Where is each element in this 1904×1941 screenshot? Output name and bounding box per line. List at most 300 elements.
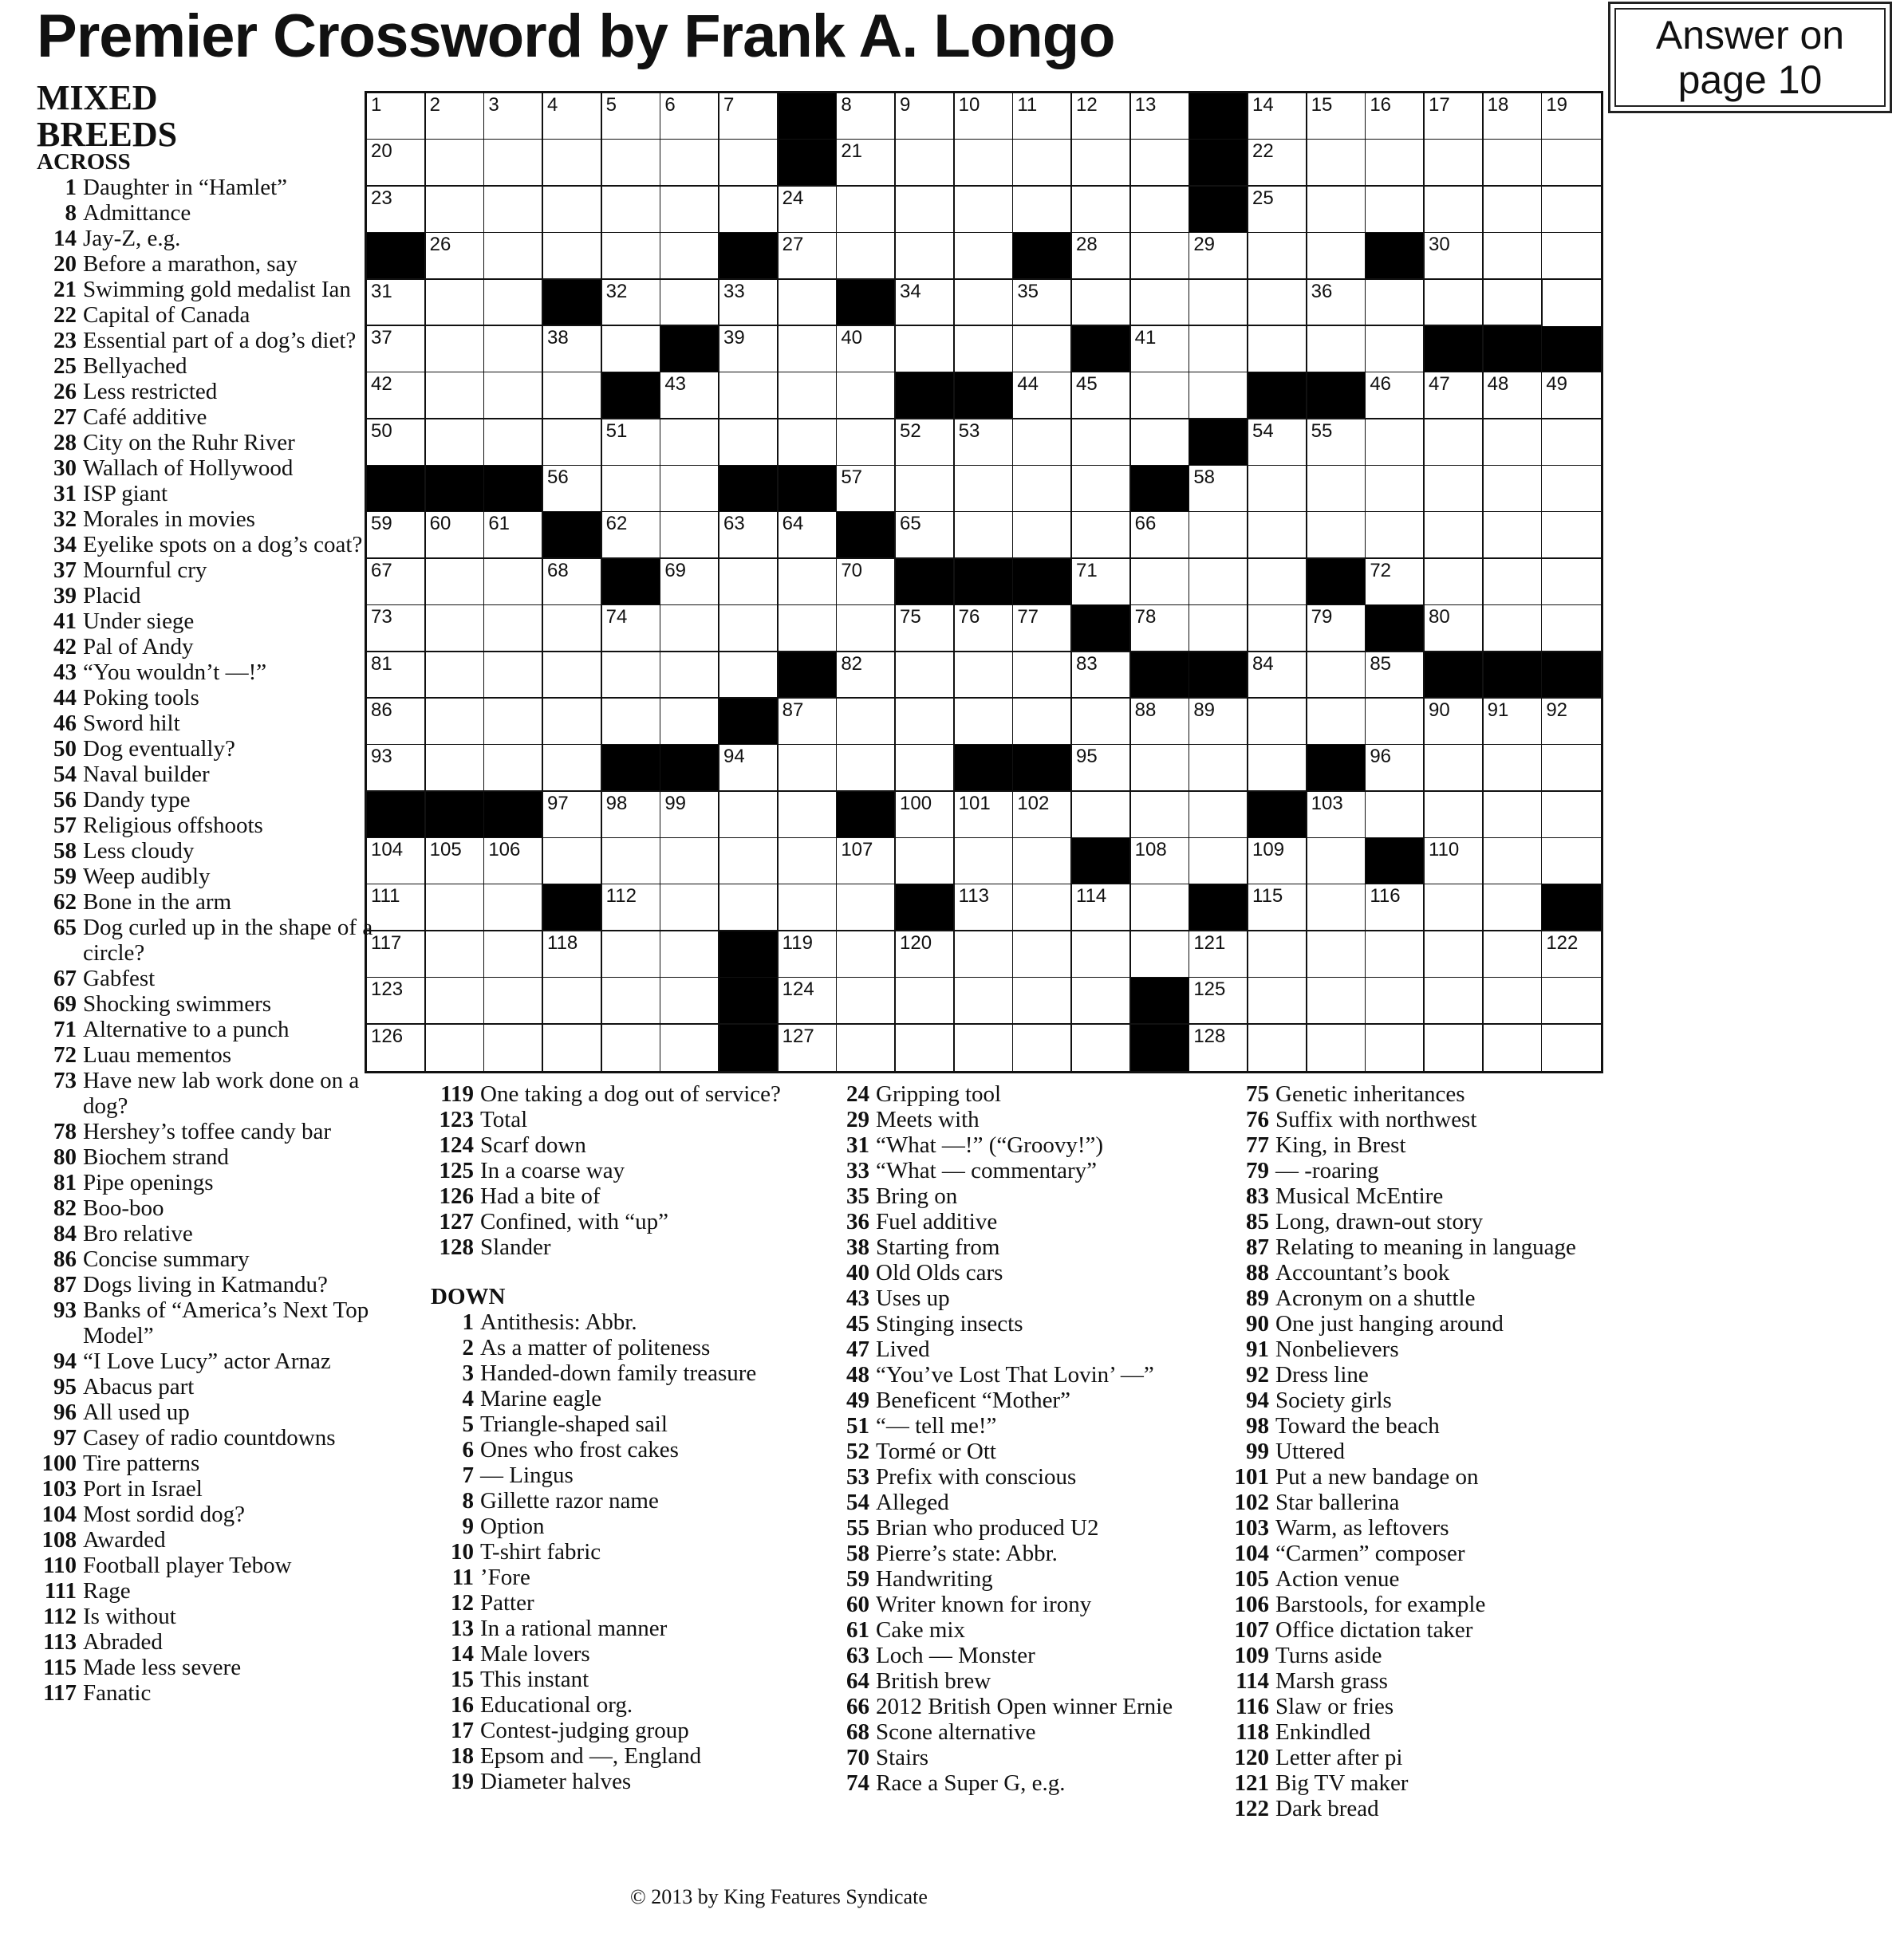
grid-cell[interactable] bbox=[426, 559, 485, 606]
grid-cell[interactable] bbox=[1248, 93, 1307, 140]
grid-cell[interactable] bbox=[719, 838, 779, 885]
grid-cell[interactable] bbox=[1307, 699, 1366, 746]
grid-cell[interactable] bbox=[955, 884, 1014, 931]
grid-cell[interactable] bbox=[837, 93, 896, 140]
grid-cell[interactable] bbox=[955, 652, 1014, 699]
grid-cell[interactable] bbox=[1484, 280, 1543, 327]
grid-cell[interactable] bbox=[837, 372, 896, 419]
grid-cell[interactable] bbox=[1307, 978, 1366, 1025]
grid-cell[interactable] bbox=[660, 978, 719, 1025]
grid-cell[interactable] bbox=[484, 838, 543, 885]
grid-cell[interactable] bbox=[543, 699, 602, 746]
grid-cell[interactable] bbox=[1542, 792, 1601, 839]
grid-cell[interactable] bbox=[543, 326, 602, 373]
grid-cell[interactable] bbox=[1307, 326, 1366, 373]
grid-cell[interactable] bbox=[602, 140, 661, 187]
grid-cell[interactable] bbox=[1072, 745, 1131, 792]
grid-cell[interactable] bbox=[1189, 326, 1248, 373]
grid-cell[interactable] bbox=[1072, 792, 1131, 839]
grid-cell[interactable] bbox=[1542, 187, 1601, 234]
grid-cell[interactable] bbox=[1307, 652, 1366, 699]
grid-cell[interactable] bbox=[1189, 838, 1248, 885]
grid-cell[interactable] bbox=[1189, 792, 1248, 839]
grid-cell[interactable] bbox=[484, 280, 543, 327]
grid-cell[interactable] bbox=[896, 931, 955, 978]
grid-cell[interactable] bbox=[1425, 233, 1484, 280]
grid-cell[interactable] bbox=[484, 884, 543, 931]
grid-cell[interactable] bbox=[602, 605, 661, 652]
grid-cell[interactable] bbox=[1189, 931, 1248, 978]
grid-cell[interactable] bbox=[426, 93, 485, 140]
grid-cell[interactable] bbox=[955, 512, 1014, 559]
grid-cell[interactable] bbox=[955, 978, 1014, 1025]
grid-cell[interactable] bbox=[1484, 512, 1543, 559]
grid-cell[interactable] bbox=[719, 792, 779, 839]
grid-cell[interactable] bbox=[1248, 978, 1307, 1025]
grid-cell[interactable] bbox=[660, 1025, 719, 1072]
grid-cell[interactable] bbox=[1542, 512, 1601, 559]
grid-cell[interactable] bbox=[1425, 419, 1484, 467]
grid-cell[interactable] bbox=[602, 652, 661, 699]
grid-cell[interactable] bbox=[1366, 1025, 1425, 1072]
grid-cell[interactable] bbox=[1484, 745, 1543, 792]
grid-cell[interactable] bbox=[837, 419, 896, 467]
grid-cell[interactable] bbox=[1366, 140, 1425, 187]
grid-cell[interactable] bbox=[896, 1025, 955, 1072]
grid-cell[interactable] bbox=[1072, 140, 1131, 187]
grid-cell[interactable] bbox=[484, 559, 543, 606]
grid-cell[interactable] bbox=[779, 978, 838, 1025]
grid-cell[interactable] bbox=[1484, 838, 1543, 885]
grid-cell[interactable] bbox=[837, 745, 896, 792]
grid-cell[interactable] bbox=[955, 93, 1014, 140]
grid-cell[interactable] bbox=[1189, 559, 1248, 606]
grid-cell[interactable] bbox=[955, 838, 1014, 885]
grid-cell[interactable] bbox=[602, 978, 661, 1025]
grid-cell[interactable] bbox=[955, 1025, 1014, 1072]
grid-cell[interactable] bbox=[719, 280, 779, 327]
grid-cell[interactable] bbox=[955, 931, 1014, 978]
grid-cell[interactable] bbox=[1248, 931, 1307, 978]
grid-cell[interactable] bbox=[1189, 745, 1248, 792]
grid-cell[interactable] bbox=[1131, 745, 1190, 792]
grid-cell[interactable] bbox=[426, 838, 485, 885]
grid-cell[interactable] bbox=[896, 326, 955, 373]
grid-cell[interactable] bbox=[484, 372, 543, 419]
grid-cell[interactable] bbox=[779, 372, 838, 419]
grid-cell[interactable] bbox=[1013, 978, 1072, 1025]
grid-cell[interactable] bbox=[1484, 372, 1543, 419]
grid-cell[interactable] bbox=[1307, 187, 1366, 234]
grid-cell[interactable] bbox=[660, 652, 719, 699]
grid-cell[interactable] bbox=[1484, 1025, 1543, 1072]
grid-cell[interactable] bbox=[660, 512, 719, 559]
grid-cell[interactable] bbox=[1072, 652, 1131, 699]
grid-cell[interactable] bbox=[1131, 419, 1190, 467]
grid-cell[interactable] bbox=[1248, 838, 1307, 885]
grid-cell[interactable] bbox=[1248, 884, 1307, 931]
grid-cell[interactable] bbox=[1366, 699, 1425, 746]
grid-cell[interactable] bbox=[1484, 699, 1543, 746]
grid-cell[interactable] bbox=[896, 93, 955, 140]
grid-cell[interactable] bbox=[426, 884, 485, 931]
grid-cell[interactable] bbox=[1131, 187, 1190, 234]
grid-cell[interactable] bbox=[543, 233, 602, 280]
grid-cell[interactable] bbox=[426, 233, 485, 280]
grid-cell[interactable] bbox=[779, 559, 838, 606]
grid-cell[interactable] bbox=[1248, 745, 1307, 792]
grid-cell[interactable] bbox=[1425, 605, 1484, 652]
grid-cell[interactable] bbox=[1131, 326, 1190, 373]
grid-cell[interactable] bbox=[543, 745, 602, 792]
grid-cell[interactable] bbox=[660, 93, 719, 140]
grid-cell[interactable] bbox=[367, 93, 426, 140]
grid-cell[interactable] bbox=[837, 187, 896, 234]
grid-cell[interactable] bbox=[719, 372, 779, 419]
grid-cell[interactable] bbox=[1307, 1025, 1366, 1072]
grid-cell[interactable] bbox=[837, 978, 896, 1025]
grid-cell[interactable] bbox=[1013, 652, 1072, 699]
grid-cell[interactable] bbox=[1425, 280, 1484, 327]
grid-cell[interactable] bbox=[602, 280, 661, 327]
grid-cell[interactable] bbox=[1131, 884, 1190, 931]
grid-cell[interactable] bbox=[1425, 512, 1484, 559]
grid-cell[interactable] bbox=[719, 605, 779, 652]
grid-cell[interactable] bbox=[1425, 1025, 1484, 1072]
grid-cell[interactable] bbox=[602, 419, 661, 467]
grid-cell[interactable] bbox=[1484, 466, 1543, 513]
grid-cell[interactable] bbox=[1013, 838, 1072, 885]
grid-cell[interactable] bbox=[1013, 605, 1072, 652]
grid-cell[interactable] bbox=[837, 652, 896, 699]
grid-cell[interactable] bbox=[955, 605, 1014, 652]
grid-cell[interactable] bbox=[1542, 140, 1601, 187]
grid-cell[interactable] bbox=[1248, 326, 1307, 373]
grid-cell[interactable] bbox=[955, 187, 1014, 234]
grid-cell[interactable] bbox=[1248, 1025, 1307, 1072]
grid-cell[interactable] bbox=[1307, 140, 1366, 187]
grid-cell[interactable] bbox=[1189, 605, 1248, 652]
grid-cell[interactable] bbox=[1307, 792, 1366, 839]
grid-cell[interactable] bbox=[660, 140, 719, 187]
grid-cell[interactable] bbox=[1542, 605, 1601, 652]
grid-cell[interactable] bbox=[543, 652, 602, 699]
grid-cell[interactable] bbox=[1072, 1025, 1131, 1072]
grid-cell[interactable] bbox=[837, 931, 896, 978]
grid-cell[interactable] bbox=[484, 1025, 543, 1072]
grid-cell[interactable] bbox=[719, 326, 779, 373]
grid-cell[interactable] bbox=[1366, 884, 1425, 931]
grid-cell[interactable] bbox=[719, 652, 779, 699]
grid-cell[interactable] bbox=[1366, 419, 1425, 467]
grid-cell[interactable] bbox=[1189, 233, 1248, 280]
grid-cell[interactable] bbox=[896, 466, 955, 513]
grid-cell[interactable] bbox=[896, 512, 955, 559]
grid-cell[interactable] bbox=[660, 233, 719, 280]
grid-cell[interactable] bbox=[543, 372, 602, 419]
grid-cell[interactable] bbox=[837, 466, 896, 513]
grid-cell[interactable] bbox=[1131, 792, 1190, 839]
grid-cell[interactable] bbox=[837, 559, 896, 606]
grid-cell[interactable] bbox=[1013, 280, 1072, 327]
grid-cell[interactable] bbox=[1484, 233, 1543, 280]
grid-cell[interactable] bbox=[426, 931, 485, 978]
grid-cell[interactable] bbox=[896, 280, 955, 327]
grid-cell[interactable] bbox=[896, 745, 955, 792]
grid-cell[interactable] bbox=[543, 931, 602, 978]
grid-cell[interactable] bbox=[779, 745, 838, 792]
grid-cell[interactable] bbox=[602, 1025, 661, 1072]
grid-cell[interactable] bbox=[1366, 280, 1425, 327]
grid-cell[interactable] bbox=[1425, 699, 1484, 746]
grid-cell[interactable] bbox=[1072, 233, 1131, 280]
grid-cell[interactable] bbox=[1307, 93, 1366, 140]
grid-cell[interactable] bbox=[1484, 792, 1543, 839]
grid-cell[interactable] bbox=[779, 931, 838, 978]
grid-cell[interactable] bbox=[1366, 512, 1425, 559]
grid-cell[interactable] bbox=[1366, 466, 1425, 513]
grid-cell[interactable] bbox=[1131, 140, 1190, 187]
grid-cell[interactable] bbox=[543, 140, 602, 187]
grid-cell[interactable] bbox=[426, 140, 485, 187]
grid-cell[interactable] bbox=[1366, 559, 1425, 606]
grid-cell[interactable] bbox=[1189, 466, 1248, 513]
grid-cell[interactable] bbox=[1013, 466, 1072, 513]
grid-cell[interactable] bbox=[484, 978, 543, 1025]
grid-cell[interactable] bbox=[719, 140, 779, 187]
grid-cell[interactable] bbox=[837, 233, 896, 280]
grid-cell[interactable] bbox=[484, 187, 543, 234]
grid-cell[interactable] bbox=[660, 419, 719, 467]
grid-cell[interactable] bbox=[779, 187, 838, 234]
grid-cell[interactable] bbox=[602, 699, 661, 746]
grid-cell[interactable] bbox=[1542, 699, 1601, 746]
grid-cell[interactable] bbox=[1366, 792, 1425, 839]
grid-cell[interactable] bbox=[896, 699, 955, 746]
grid-cell[interactable] bbox=[955, 466, 1014, 513]
grid-cell[interactable] bbox=[660, 792, 719, 839]
grid-cell[interactable] bbox=[719, 559, 779, 606]
grid-cell[interactable] bbox=[543, 605, 602, 652]
grid-cell[interactable] bbox=[1013, 93, 1072, 140]
grid-cell[interactable] bbox=[484, 931, 543, 978]
grid-cell[interactable] bbox=[1013, 1025, 1072, 1072]
grid-cell[interactable] bbox=[484, 233, 543, 280]
grid-cell[interactable] bbox=[955, 792, 1014, 839]
grid-cell[interactable] bbox=[543, 559, 602, 606]
grid-cell[interactable] bbox=[1131, 838, 1190, 885]
grid-cell[interactable] bbox=[602, 187, 661, 234]
grid-cell[interactable] bbox=[660, 372, 719, 419]
grid-cell[interactable] bbox=[1484, 884, 1543, 931]
grid-cell[interactable] bbox=[1248, 652, 1307, 699]
grid-cell[interactable] bbox=[779, 792, 838, 839]
grid-cell[interactable] bbox=[779, 326, 838, 373]
grid-cell[interactable] bbox=[543, 978, 602, 1025]
grid-cell[interactable] bbox=[426, 978, 485, 1025]
grid-cell[interactable] bbox=[1425, 466, 1484, 513]
grid-cell[interactable] bbox=[896, 652, 955, 699]
grid-cell[interactable] bbox=[1542, 466, 1601, 513]
grid-cell[interactable] bbox=[1189, 280, 1248, 327]
grid-cell[interactable] bbox=[896, 233, 955, 280]
grid-cell[interactable] bbox=[1484, 140, 1543, 187]
grid-cell[interactable] bbox=[1425, 93, 1484, 140]
grid-cell[interactable] bbox=[1542, 93, 1601, 140]
grid-cell[interactable] bbox=[955, 280, 1014, 327]
grid-cell[interactable] bbox=[837, 838, 896, 885]
grid-cell[interactable] bbox=[1307, 838, 1366, 885]
grid-cell[interactable] bbox=[1484, 93, 1543, 140]
grid-cell[interactable] bbox=[779, 233, 838, 280]
grid-cell[interactable] bbox=[1484, 605, 1543, 652]
grid-cell[interactable] bbox=[1542, 931, 1601, 978]
grid-cell[interactable] bbox=[426, 699, 485, 746]
grid-cell[interactable] bbox=[1131, 280, 1190, 327]
grid-cell[interactable] bbox=[426, 280, 485, 327]
grid-cell[interactable] bbox=[837, 140, 896, 187]
grid-cell[interactable] bbox=[1366, 652, 1425, 699]
grid-cell[interactable] bbox=[1248, 699, 1307, 746]
grid-cell[interactable] bbox=[1248, 466, 1307, 513]
grid-cell[interactable] bbox=[1425, 792, 1484, 839]
grid-cell[interactable] bbox=[602, 884, 661, 931]
grid-cell[interactable] bbox=[1425, 931, 1484, 978]
grid-cell[interactable] bbox=[779, 884, 838, 931]
grid-cell[interactable] bbox=[779, 512, 838, 559]
grid-cell[interactable] bbox=[896, 419, 955, 467]
grid-cell[interactable] bbox=[1425, 838, 1484, 885]
grid-cell[interactable] bbox=[1248, 140, 1307, 187]
grid-cell[interactable] bbox=[1248, 233, 1307, 280]
grid-cell[interactable] bbox=[719, 187, 779, 234]
grid-cell[interactable] bbox=[1248, 512, 1307, 559]
grid-cell[interactable] bbox=[1425, 372, 1484, 419]
grid-cell[interactable] bbox=[1248, 280, 1307, 327]
grid-cell[interactable] bbox=[660, 699, 719, 746]
grid-cell[interactable] bbox=[660, 838, 719, 885]
grid-cell[interactable] bbox=[1189, 978, 1248, 1025]
grid-cell[interactable] bbox=[1307, 280, 1366, 327]
grid-cell[interactable] bbox=[543, 792, 602, 839]
grid-cell[interactable] bbox=[602, 466, 661, 513]
grid-cell[interactable] bbox=[1013, 187, 1072, 234]
grid-cell[interactable] bbox=[1366, 745, 1425, 792]
grid-cell[interactable] bbox=[484, 652, 543, 699]
grid-cell[interactable] bbox=[1189, 512, 1248, 559]
grid-cell[interactable] bbox=[1484, 419, 1543, 467]
grid-cell[interactable] bbox=[1248, 559, 1307, 606]
grid-cell[interactable] bbox=[896, 187, 955, 234]
grid-cell[interactable] bbox=[1307, 419, 1366, 467]
grid-cell[interactable] bbox=[484, 93, 543, 140]
grid-cell[interactable] bbox=[1248, 187, 1307, 234]
grid-cell[interactable] bbox=[1425, 140, 1484, 187]
grid-cell[interactable] bbox=[955, 140, 1014, 187]
grid-cell[interactable] bbox=[1013, 419, 1072, 467]
grid-cell[interactable] bbox=[955, 699, 1014, 746]
grid-cell[interactable] bbox=[779, 838, 838, 885]
grid-cell[interactable] bbox=[1131, 372, 1190, 419]
grid-cell[interactable] bbox=[779, 419, 838, 467]
grid-cell[interactable] bbox=[1307, 512, 1366, 559]
grid-cell[interactable] bbox=[484, 512, 543, 559]
grid-cell[interactable] bbox=[543, 419, 602, 467]
grid-cell[interactable] bbox=[1366, 931, 1425, 978]
grid-cell[interactable] bbox=[602, 93, 661, 140]
grid-cell[interactable] bbox=[1307, 884, 1366, 931]
grid-cell[interactable] bbox=[1072, 187, 1131, 234]
grid-cell[interactable] bbox=[426, 1025, 485, 1072]
grid-cell[interactable] bbox=[1189, 699, 1248, 746]
grid-cell[interactable] bbox=[1542, 978, 1601, 1025]
grid-cell[interactable] bbox=[1484, 559, 1543, 606]
grid-cell[interactable] bbox=[1189, 1025, 1248, 1072]
grid-cell[interactable] bbox=[426, 372, 485, 419]
grid-cell[interactable] bbox=[1131, 559, 1190, 606]
grid-cell[interactable] bbox=[1542, 419, 1601, 467]
grid-cell[interactable] bbox=[779, 280, 838, 327]
grid-cell[interactable] bbox=[1366, 978, 1425, 1025]
grid-cell[interactable] bbox=[1542, 233, 1601, 280]
grid-cell[interactable] bbox=[955, 419, 1014, 467]
grid-cell[interactable] bbox=[426, 187, 485, 234]
grid-cell[interactable] bbox=[484, 140, 543, 187]
grid-cell[interactable] bbox=[779, 1025, 838, 1072]
grid-cell[interactable] bbox=[1366, 187, 1425, 234]
grid-cell[interactable] bbox=[1013, 931, 1072, 978]
grid-cell[interactable] bbox=[484, 419, 543, 467]
grid-cell[interactable] bbox=[779, 605, 838, 652]
grid-cell[interactable] bbox=[484, 699, 543, 746]
grid-cell[interactable] bbox=[837, 326, 896, 373]
grid-cell[interactable] bbox=[1131, 931, 1190, 978]
grid-cell[interactable] bbox=[1072, 978, 1131, 1025]
grid-cell[interactable] bbox=[1542, 745, 1601, 792]
grid-cell[interactable] bbox=[1131, 699, 1190, 746]
grid-cell[interactable] bbox=[660, 559, 719, 606]
grid-cell[interactable] bbox=[837, 884, 896, 931]
grid-cell[interactable] bbox=[602, 931, 661, 978]
grid-cell[interactable] bbox=[543, 838, 602, 885]
grid-cell[interactable] bbox=[1072, 372, 1131, 419]
grid-cell[interactable] bbox=[896, 605, 955, 652]
grid-cell[interactable] bbox=[719, 93, 779, 140]
grid-cell[interactable] bbox=[660, 466, 719, 513]
grid-cell[interactable] bbox=[1013, 140, 1072, 187]
grid-cell[interactable] bbox=[1542, 838, 1601, 885]
grid-cell[interactable] bbox=[1072, 559, 1131, 606]
grid-cell[interactable] bbox=[837, 1025, 896, 1072]
grid-cell[interactable] bbox=[426, 326, 485, 373]
grid-cell[interactable] bbox=[660, 884, 719, 931]
grid-cell[interactable] bbox=[1189, 372, 1248, 419]
grid-cell[interactable] bbox=[543, 187, 602, 234]
grid-cell[interactable] bbox=[1131, 512, 1190, 559]
grid-cell[interactable] bbox=[1542, 372, 1601, 419]
grid-cell[interactable] bbox=[660, 280, 719, 327]
grid-cell[interactable] bbox=[1013, 326, 1072, 373]
grid-cell[interactable] bbox=[426, 652, 485, 699]
grid-cell[interactable] bbox=[896, 140, 955, 187]
grid-cell[interactable] bbox=[1425, 559, 1484, 606]
grid-cell[interactable] bbox=[719, 884, 779, 931]
grid-cell[interactable] bbox=[1307, 931, 1366, 978]
grid-cell[interactable] bbox=[1248, 605, 1307, 652]
grid-cell[interactable] bbox=[426, 512, 485, 559]
grid-cell[interactable] bbox=[1013, 699, 1072, 746]
grid-cell[interactable] bbox=[543, 1025, 602, 1072]
